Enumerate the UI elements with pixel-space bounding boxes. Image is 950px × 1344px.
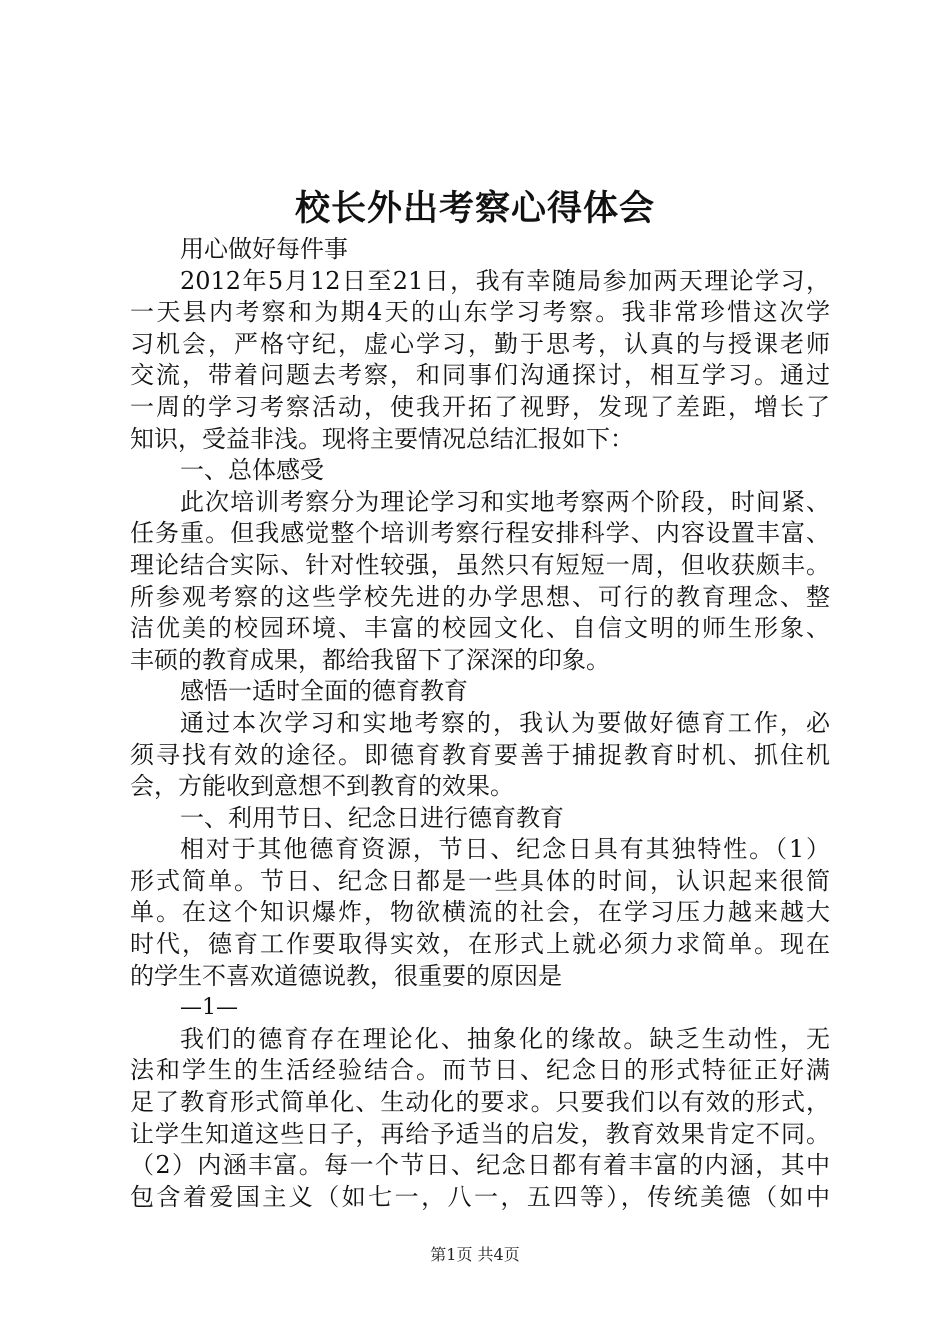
paragraph-line: 我们的德育存在理论化、抽象化的缘故。缺乏生动性，无 [180,1024,830,1053]
paragraph-line: 一周的学习考察活动，使我开拓了视野，发现了差距，增长了 [130,392,830,421]
paragraph-line: 习机会，严格守纪，虚心学习，勤于思考，认真的与授课老师 [130,329,830,358]
paragraph-line: 的学生不喜欢道德说教，很重要的原因是 [130,961,562,990]
paragraph-line: 任务重。但我感觉整个培训考察行程安排科学、内容设置丰富、 [130,519,830,548]
paragraph-line: 一天县内考察和为期4天的山东学习考察。我非常珍惜这次学 [130,298,830,327]
paragraph-line: 须寻找有效的途径。即德育教育要善于捕捉教育时机、抓住机 [130,740,830,769]
paragraph-line: 法和学生的生活经验结合。而节日、纪念日的形式特征正好满 [130,1056,830,1085]
page-footer: 第1页 共4页 [430,1245,520,1264]
paragraph-line: 2012年5月12日至21日，我有幸随局参加两天理论学习， [180,266,830,295]
document-title: 校长外出考察心得体会 [294,188,655,229]
paragraph-line: 理论结合实际、针对性较强，虽然只有短短一周，但收获颇丰。 [130,550,830,579]
paragraph-line: （2）内涵丰富。每一个节日、纪念日都有着丰富的内涵，其中 [130,1151,830,1180]
paragraph-line: 足了教育形式简单化、生动化的要求。只要我们以有效的形式， [130,1088,830,1117]
paragraph-line: 会，方能收到意想不到教育的效果。 [130,772,514,801]
paragraph-line: 时代，德育工作要取得实效，在形式上就必须力求简单。现在 [130,930,830,959]
paragraph-line: 洁优美的校园环境、丰富的校园文化、自信文明的师生形象、 [130,614,830,643]
paragraph-line: 丰硕的教育成果，都给我留下了深深的印象。 [130,645,610,674]
paragraph-line: 此次培训考察分为理论学习和实地考察两个阶段，时间紧、 [180,487,830,516]
inline-page-marker: —1— [180,995,238,1021]
section-heading: 一、利用节日、纪念日进行德育教育 [180,803,564,832]
paragraph-line: 包含着爱国主义（如七一，八一，五四等），传统美德（如中 [130,1182,830,1211]
paragraph-line: 让学生知道这些日子，再给予适当的启发，教育效果肯定不同。 [130,1119,830,1148]
paragraph-line: 单。在这个知识爆炸，物欲横流的社会，在学习压力越来越大 [130,898,830,927]
paragraph-line: 知识，受益非浅。现将主要情况总结汇报如下： [130,424,634,453]
paragraph-line: 通过本次学习和实地考察的，我认为要做好德育工作，必 [180,708,830,737]
paragraph-line: 用心做好每件事 [180,235,348,263]
section-heading: 感悟一适时全面的德育教育 [180,677,468,706]
paragraph-line: 形式简单。节日、纪念日都是一些具体的时间，认识起来很简 [130,866,830,895]
section-heading: 一、总体感受 [180,456,324,485]
paragraph-line: 相对于其他德育资源，节日、纪念日具有其独特性。（1） [180,835,830,864]
paragraph-line: 所参观考察的这些学校先进的办学思想、可行的教育理念、整 [130,582,830,611]
paragraph-line: 交流，带着问题去考察，和同事们沟通探讨，相互学习。通过 [130,361,830,390]
document-body [130,234,830,1213]
